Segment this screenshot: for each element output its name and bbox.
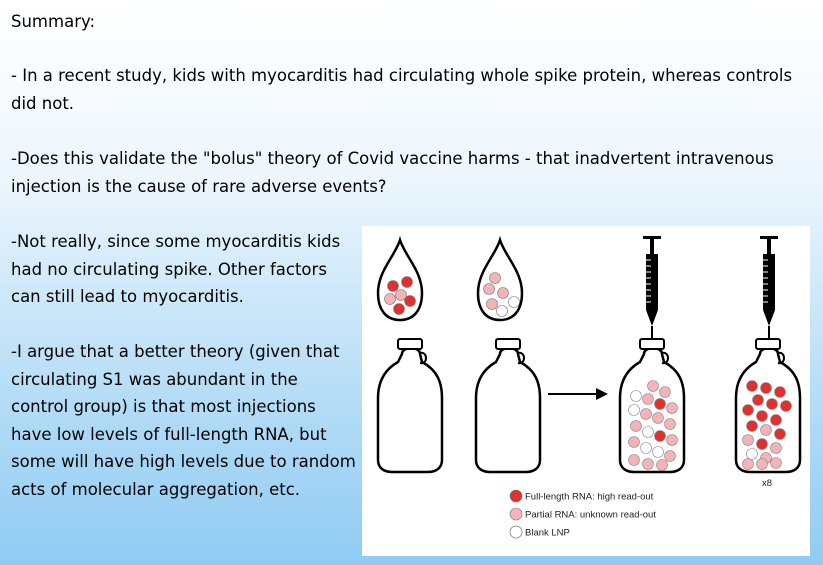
multiplier-label: x8 xyxy=(762,478,773,489)
arrow-icon xyxy=(548,388,608,400)
drop-icon xyxy=(378,240,422,320)
legend-label: Full-length RNA: high read-out xyxy=(525,491,654,503)
legend-item-full-length xyxy=(510,490,654,503)
syringe-icon xyxy=(760,236,778,346)
summary-point-2: -Does this validate the "bolus" theory of Covid vaccine harms - that inadvertent intravenous injection is the cause of rare adverse events? xyxy=(11,149,774,196)
summary-point-4: -I argue that a better theory (given that circulating S1 was abundant in the control group) is that most injections have low levels of full-length RNA, but some will have high levels due to random acts of molecular aggregation, etc. xyxy=(11,342,356,499)
vial-icon xyxy=(378,339,442,472)
summary-point-1: - In a recent study, kids with myocarditis had circulating whole spike protein, whereas controls did not. xyxy=(11,66,793,113)
syringe-icon xyxy=(643,236,661,346)
drop-icon xyxy=(478,240,522,320)
summary-point-3: -Not really, since some myocarditis kids had no circulating spike. Other factors can still lead to myocarditis. xyxy=(11,232,341,306)
legend-item-partial xyxy=(510,508,656,521)
legend-label: Partial RNA: unknown read-out xyxy=(525,509,656,521)
legend-item-blank xyxy=(510,526,570,539)
summary-heading: Summary: xyxy=(11,12,96,31)
legend-label: Blank LNP xyxy=(525,527,570,539)
lnp-figure xyxy=(362,226,810,556)
legend xyxy=(510,490,656,539)
vial-icon xyxy=(476,339,540,472)
